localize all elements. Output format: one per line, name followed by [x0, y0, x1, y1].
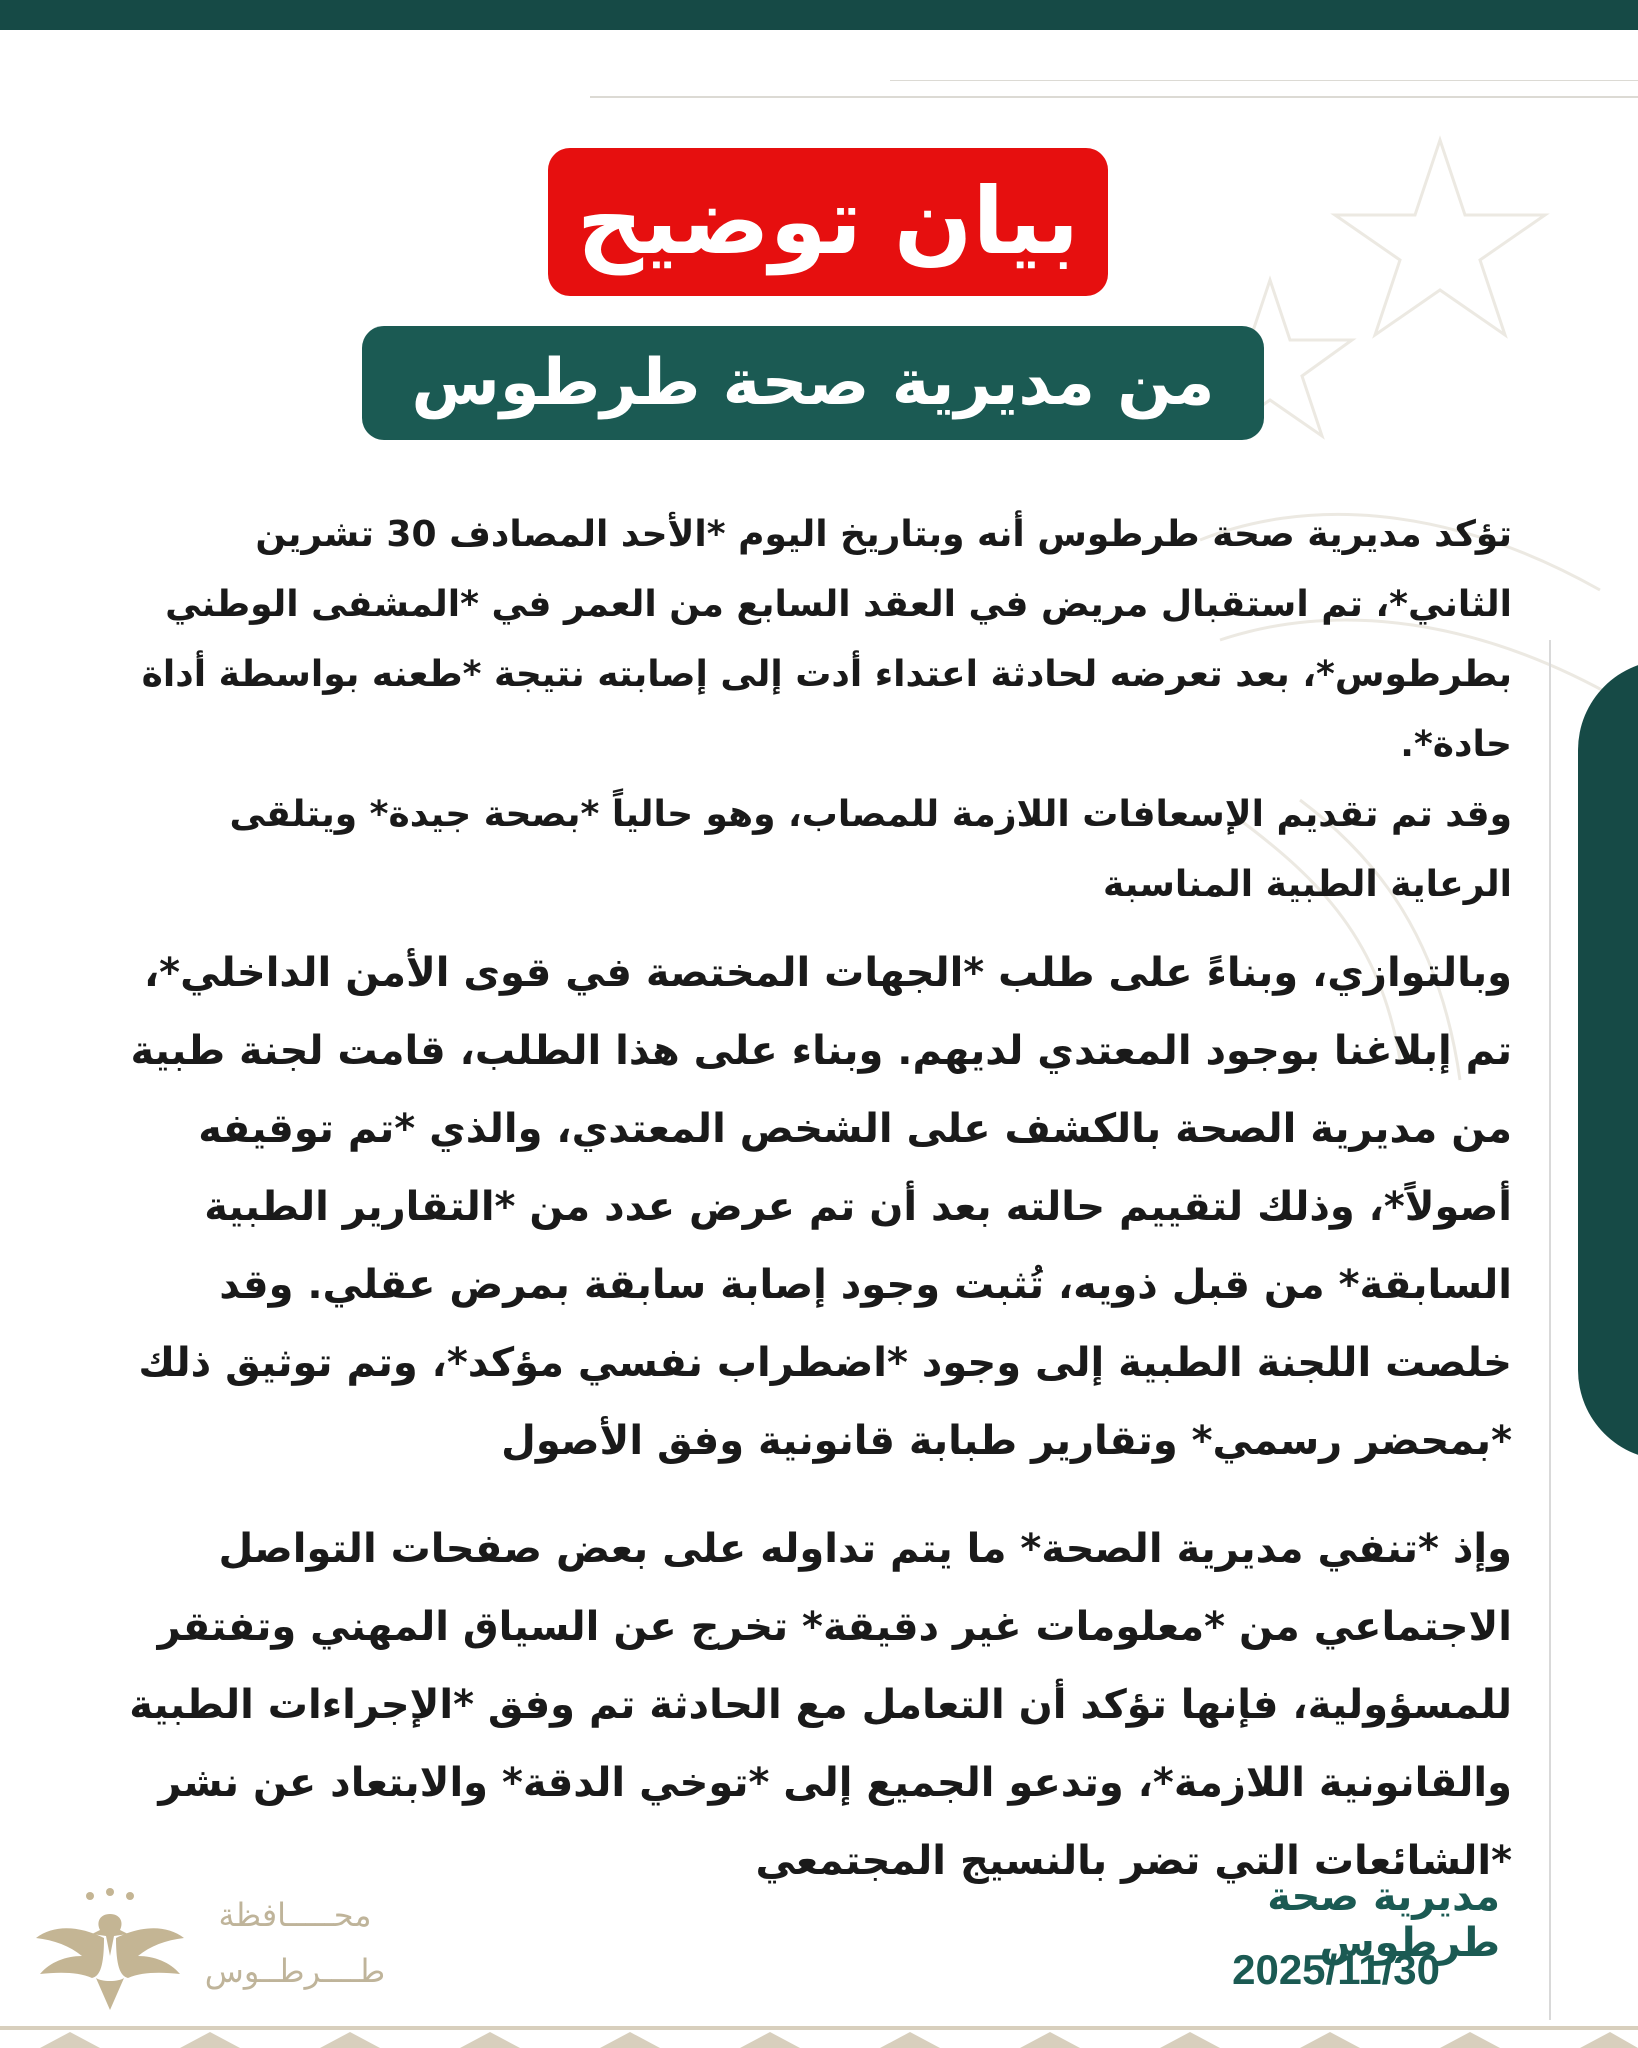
right-divider — [1549, 640, 1551, 2040]
paragraph-3: وبالتوازي، وبناءً على طلب *الجهات المختصة في قوى الأمن الداخلي*، تم إبلاغنا بوجود المعتدي لديهم. وبناء على هذا الطلب، قامت لجنة طبية من مديرية الصحة بالكشف على الشخص المعتدي، والذي *تم توقيفه أصولاً*، وذلك لتقييم حالته بعد أن تم عرض عدد من *التقارير الطبية السابقة* من قبل ذويه، تُثبت وجود إصابة سابقة بمرض عقلي. وقد خلصت اللجنة الطبية إلى وجود *اضطراب نفسي مؤكد*، وتم توثيق ذلك *بمحضر رسمي* وتقارير طبابة قانونية وفق الأصول — [130, 950, 1512, 1464]
signature-organization: مديرية صحة طرطوس — [1267, 1874, 1500, 1966]
statement-body — [120, 500, 1512, 1900]
paragraph-4: وإذ *تنفي مديرية الصحة* ما يتم تداوله على بعض صفحات التواصل الاجتماعي من *معلومات غير دقيقة* تخرج عن السياق المهني وتفتقر للمسؤولية، فإنها تؤكد أن التعامل مع الحادثة تم وفق *الإجراءات الطبية والقانونية اللازمة*، وتدعو الجميع إلى *توخي الدقة* والابتعاد عن نشر *الشائعات التي تضر بالنسيج المجتمعي — [129, 1526, 1512, 1884]
top-bar — [0, 0, 1638, 30]
logo-line-2: طــــرطــوس — [204, 1952, 386, 1990]
signature-date: 2025/11/30 — [1232, 1946, 1440, 1993]
eagle-emblem-icon — [30, 1886, 190, 2016]
bottom-border-pattern — [0, 2020, 1638, 2048]
paragraph-2: وقد تم تقديم الإسعافات اللازمة للمصاب، وهو حالياً *بصحة جيدة* ويتلقى الرعاية الطبية المناسبة — [229, 794, 1512, 905]
header-rule — [590, 96, 1638, 98]
logo-line-1: محـــــافظة — [218, 1896, 372, 1934]
title-banner — [548, 148, 1108, 296]
governorate-logo — [30, 1886, 390, 2016]
subtitle-banner — [362, 326, 1264, 440]
paragraph-1: تؤكد مديرية صحة طرطوس أنه وبتاريخ اليوم *الأحد المصادف 30 تشرين الثاني*، تم استقبال مريض في العقد السابع من العمر في *المشفى الوطني بطرطوس*، بعد تعرضه لحادثة اعتداء أدت إلى إصابته نتيجة *طعنه بواسطة أداة حادة*. — [141, 514, 1512, 765]
header-rule-thin — [890, 80, 1638, 81]
page-subtitle: من مديرية صحة طرطوس — [411, 346, 1215, 420]
page-title: بيان توضيح — [576, 168, 1080, 275]
side-tab — [1578, 660, 1638, 1460]
